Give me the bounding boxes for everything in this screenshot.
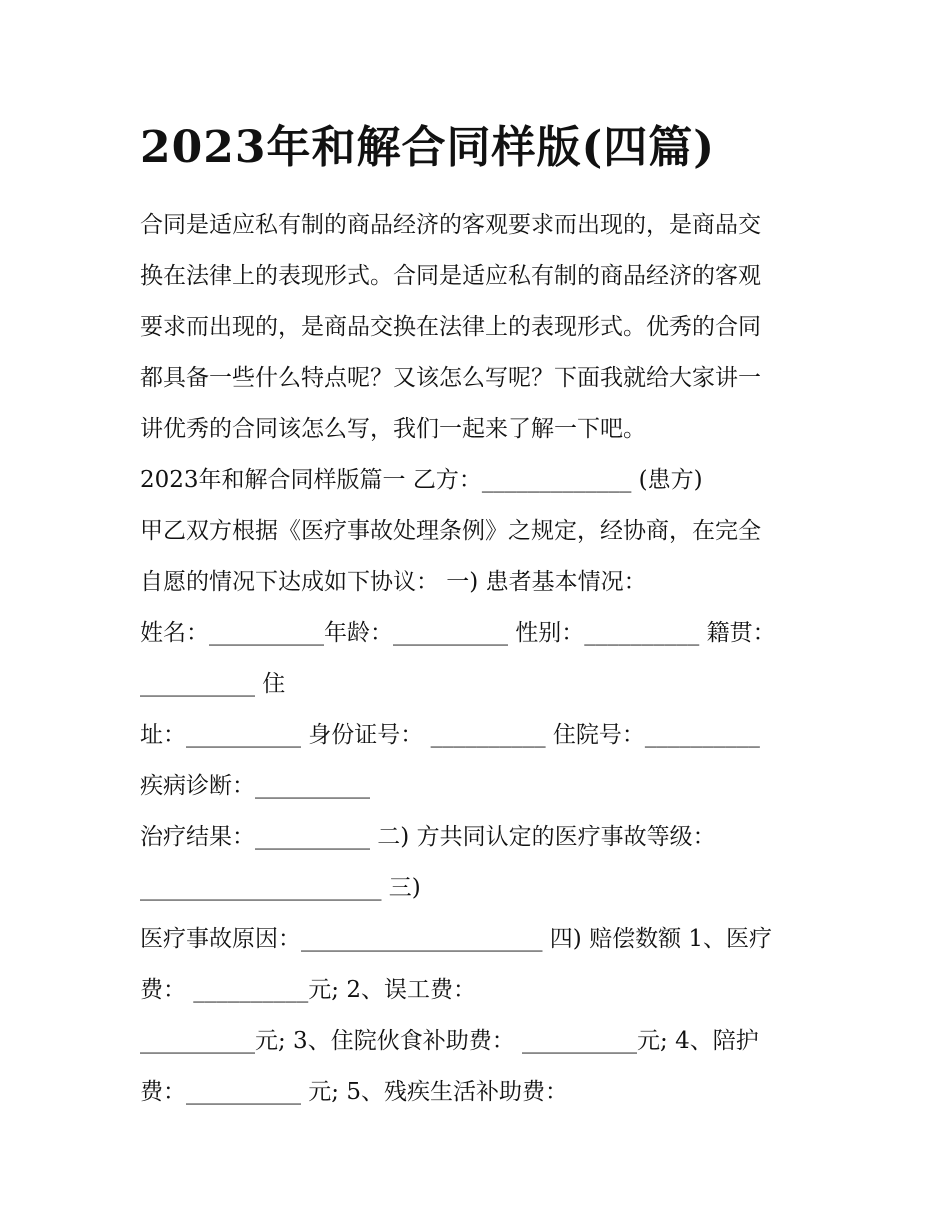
body-line: 自愿的情况下达成如下协议： 一) 患者基本情况： (140, 569, 647, 595)
body-line: 址：__________ 身份证号： __________ 住院号：__________ (140, 722, 760, 748)
intro-line: 要求而出现的，是商品交换在法律上的表现形式。优秀的合同 (140, 314, 761, 340)
body-line: 医疗事故原因：_____________________ 四) 赔偿数额 1、医疗 (140, 926, 773, 952)
body-line: 2023年和解合同样版篇一 乙方：_____________ (患方) (140, 467, 703, 493)
contract-body (140, 455, 820, 1118)
body-line: __________元; 3、住院伙食补助费： __________元; 4、陪护 (140, 1028, 759, 1054)
body-line: 疾病诊断：__________ (140, 773, 370, 799)
body-line: __________ 住 (140, 671, 286, 697)
body-line: 姓名：__________年龄：__________ 性别：__________ 籍贯： (140, 620, 776, 646)
body-line: _____________________ 三) (140, 875, 421, 901)
intro-line: 合同是适应私有制的商品经济的客观要求而出现的，是商品交 (140, 212, 761, 238)
intro-line: 都具备一些什么特点呢？又该怎么写呢？下面我就给大家讲一 (140, 365, 761, 391)
body-line: 治疗结果：__________ 二) 方共同认定的医疗事故等级： (140, 824, 716, 850)
document-title: 2023年和解合同样版(四篇) (140, 122, 716, 173)
intro-paragraph (140, 200, 820, 455)
intro-line: 讲优秀的合同该怎么写，我们一起来了解一下吧。 (140, 416, 646, 442)
intro-line: 换在法律上的表现形式。合同是适应私有制的商品经济的客观 (140, 263, 761, 289)
body-line: 甲乙双方根据《医疗事故处理条例》之规定，经协商，在完全 (140, 518, 761, 544)
body-line: 费：__________ 元; 5、残疾生活补助费： (140, 1079, 569, 1105)
body-line: 费： __________元; 2、误工费： (140, 977, 477, 1003)
